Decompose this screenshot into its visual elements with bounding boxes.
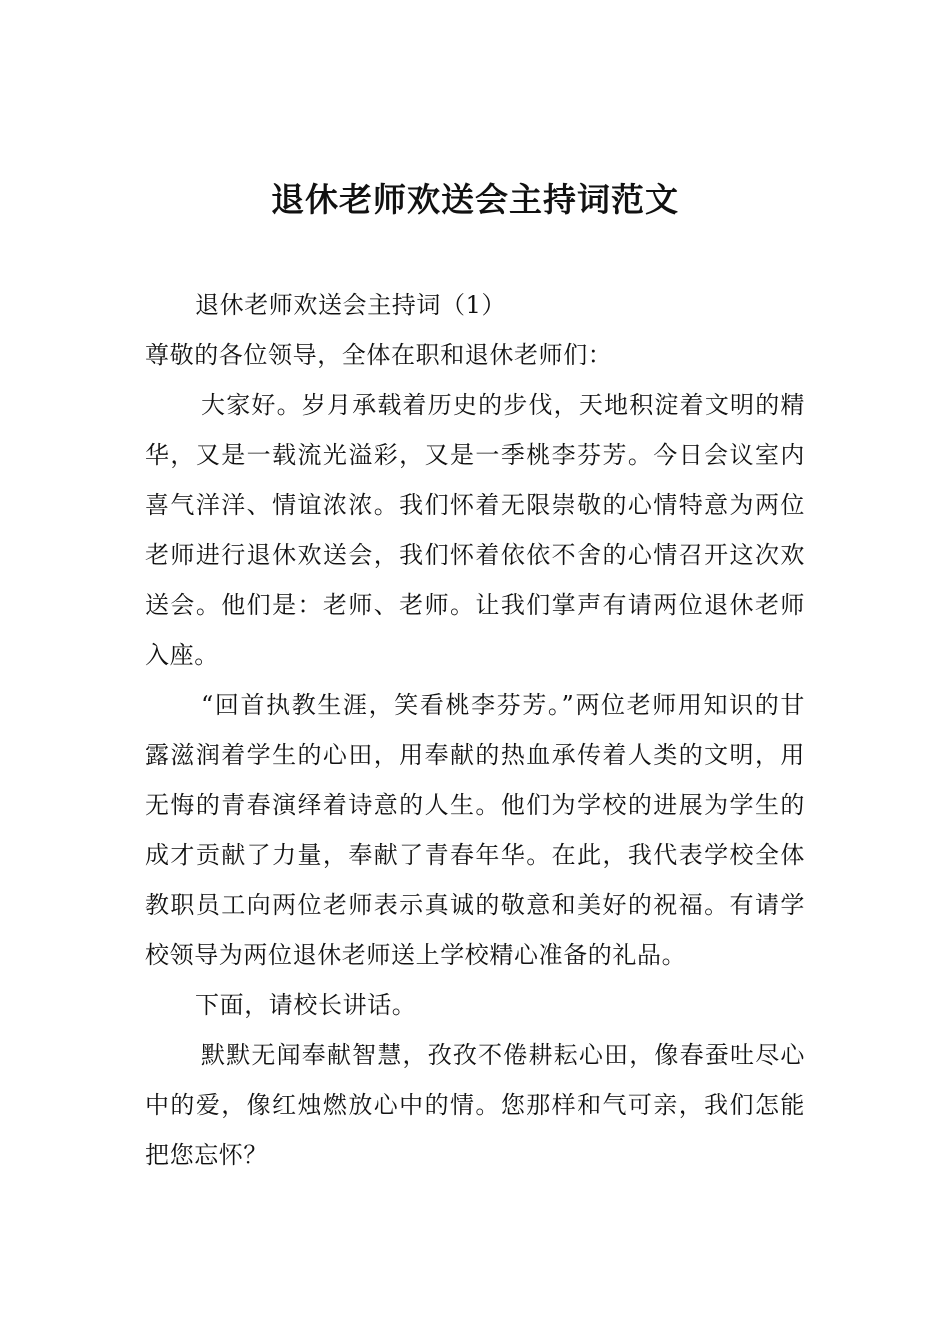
section-heading: 退休老师欢送会主持词（1）	[195, 291, 507, 319]
paragraph-tribute: “回首执教生涯，笑看桃李芬芳。”两位老师用知识的甘露滋润着学生的心田，用奉献的热血承传着人类的文明，用无悔的青春演绎着诗意的人生。他们为学校的进展为学生的成才贡献了力量，奉献了青春年华。在此，我代表学校全体教职员工向两位老师表示真诚的敬意和美好的祝福。有请学校领导为两位退休老师送上学校精心准备的礼品。	[145, 691, 805, 969]
paragraph-closing: 默默无闻奉献智慧，孜孜不倦耕耘心田，像春蚕吐尽心中的爱，像红烛燃放心中的情。您那样和气可亲，我们怎能把您忘怀？	[145, 1041, 805, 1169]
paragraph-opening: 大家好。岁月承载着历史的步伐，天地积淀着文明的精华，又是一载流光溢彩，又是一季桃李芬芳。今日会议室内喜气洋洋、情谊浓浓。我们怀着无限崇敬的心情特意为两位老师进行退休欢送会，我们怀着依依不舍的心情召开这次欢送会。他们是：老师、老师。让我们掌声有请两位退休老师入座。	[145, 391, 805, 669]
document-body	[145, 280, 805, 1180]
paragraph-principal-speech: 下面，请校长讲话。	[195, 991, 417, 1019]
salutation: 尊敬的各位领导，全体在职和退休老师们：	[145, 341, 613, 369]
document-title: 退休老师欢送会主持词范文	[271, 180, 679, 219]
